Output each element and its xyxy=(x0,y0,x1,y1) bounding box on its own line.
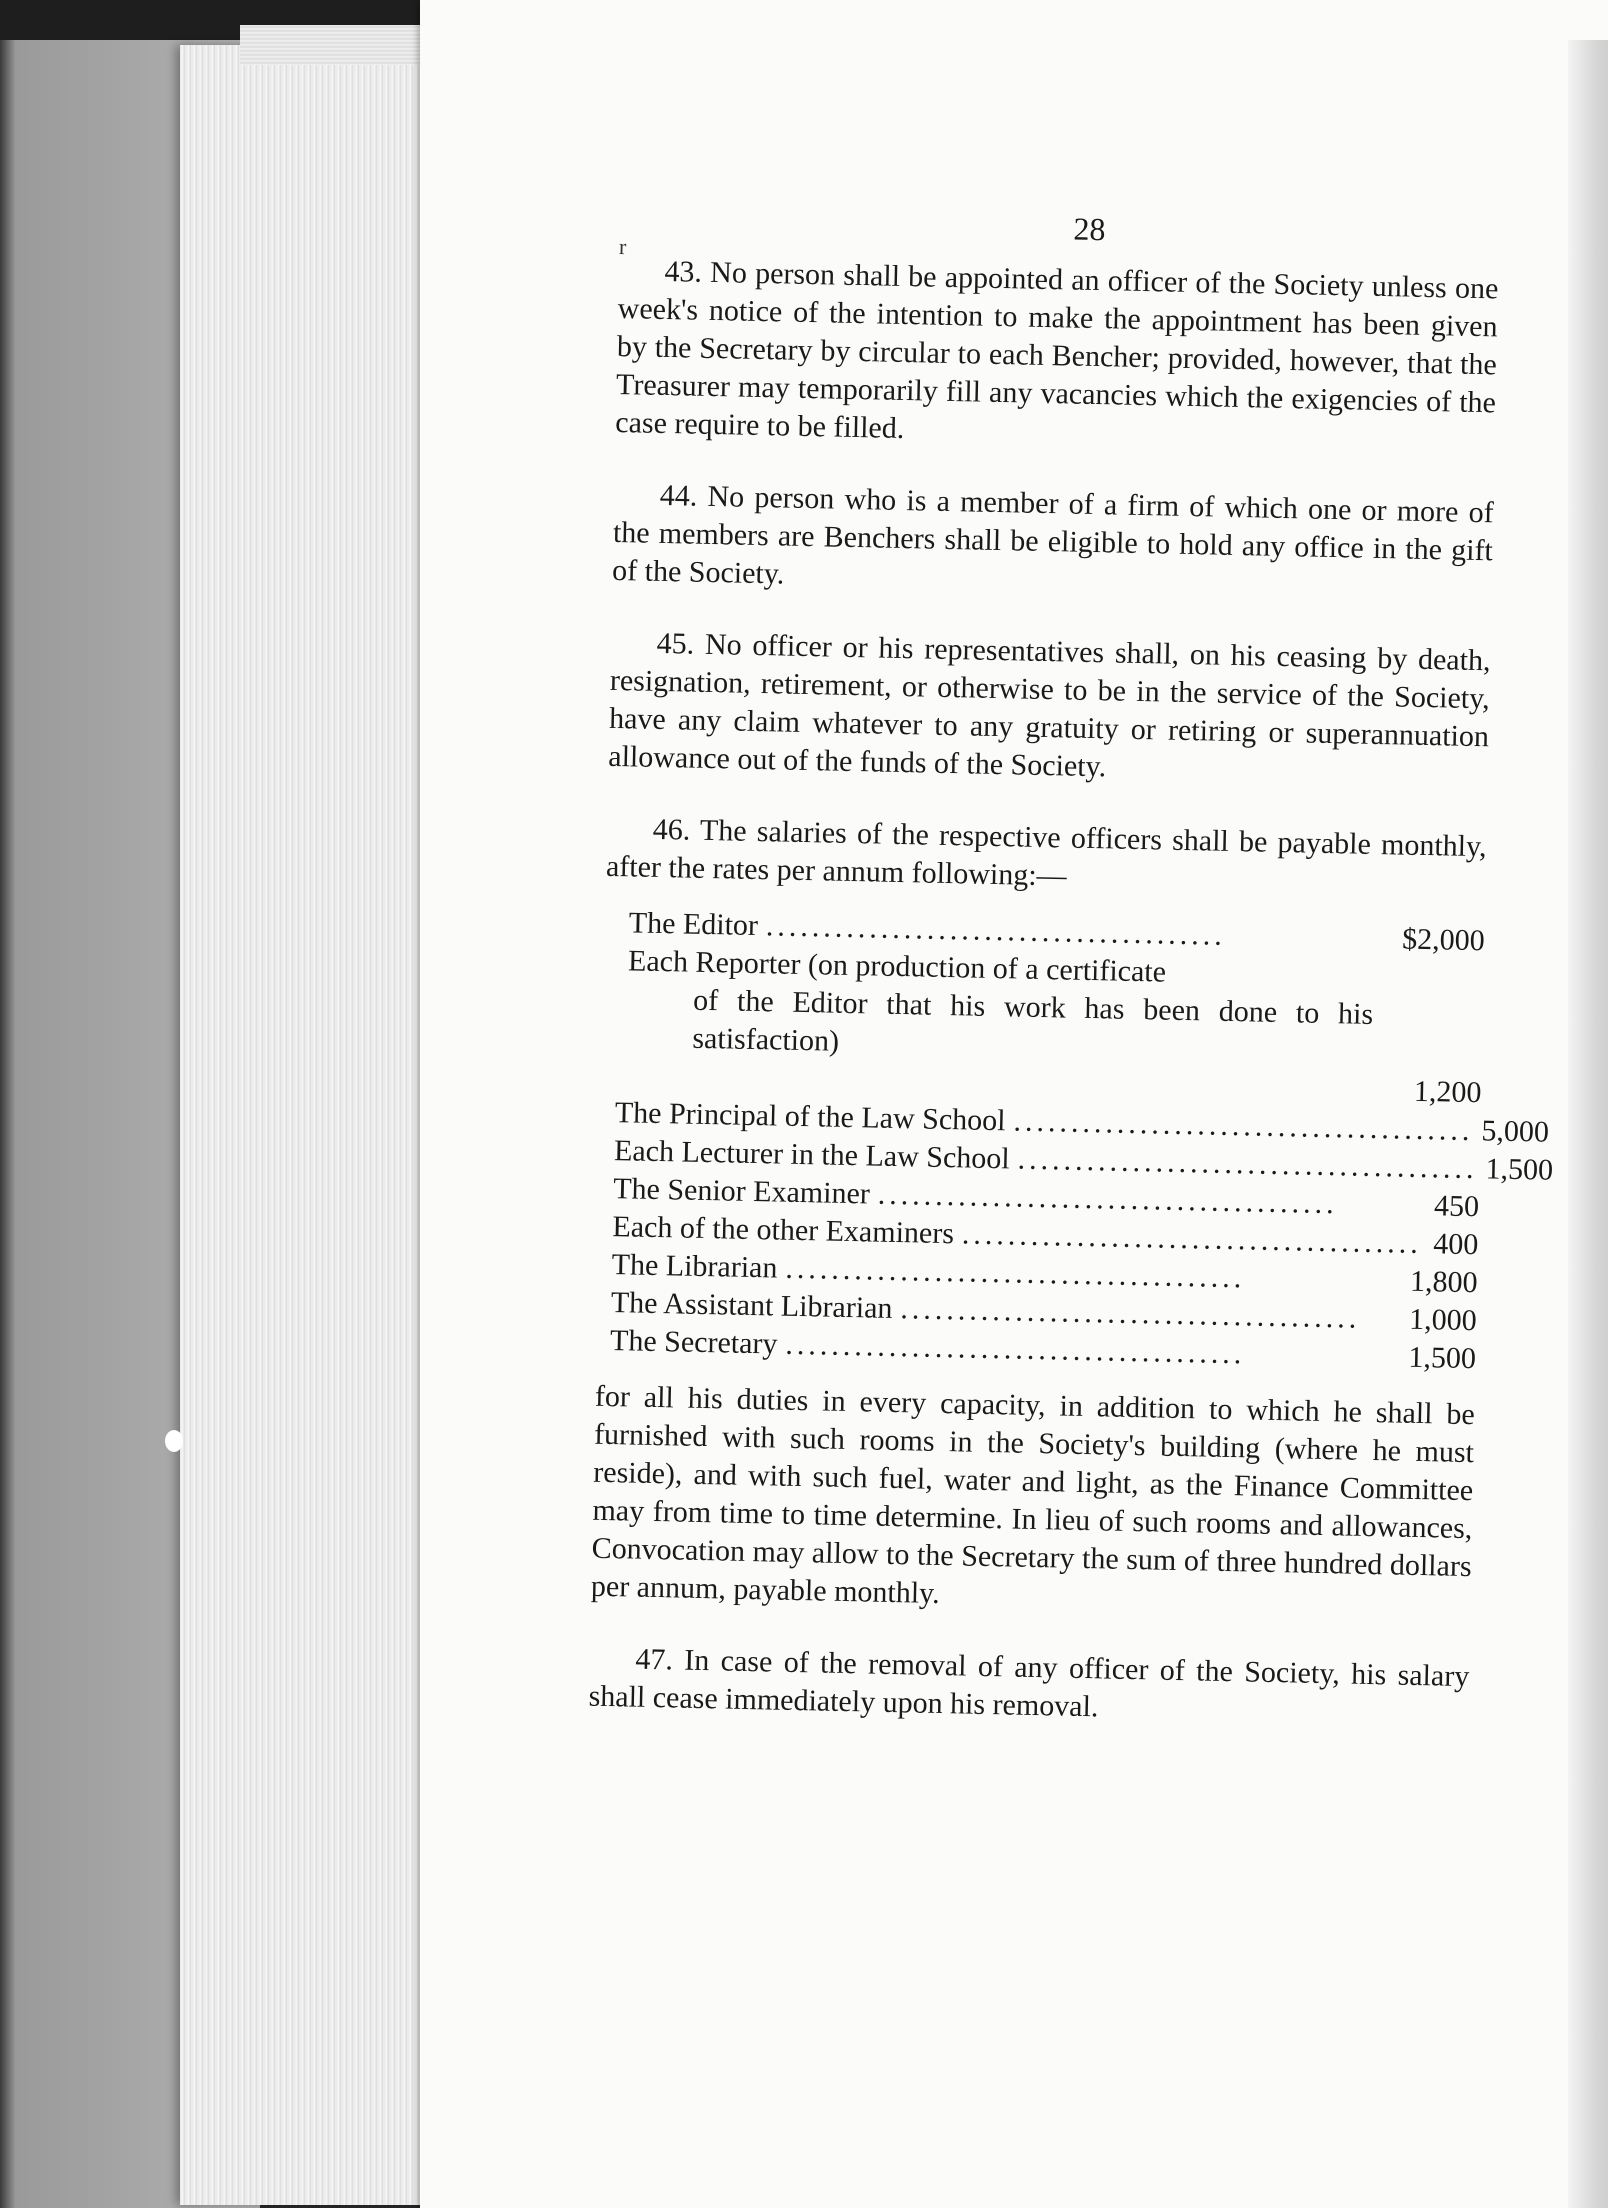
page-stack-edges xyxy=(180,45,440,2205)
salary-label: The Assistant Librarian xyxy=(610,1286,893,1325)
salary-label: The Librarian xyxy=(611,1248,778,1285)
salary-amount: 400 xyxy=(1432,1227,1479,1262)
section-43: 43. No person shall be appointed an officer of the Society unless one week's notice of the intention to make the appointment has been given by the Secretary by circular to each Bencher; provided, however, that the Treasurer may temporarily fill any vacancies which the exigencies of the case require to be filled. xyxy=(614,254,1499,446)
salary-label: Each of the other Examiners xyxy=(612,1210,955,1251)
salary-amount: 1,200 xyxy=(1413,1074,1482,1110)
leader-dots: ........................................ xyxy=(785,1327,1246,1371)
leader-dots: ........................................ xyxy=(900,1292,1361,1335)
leader-dots: ........................................ xyxy=(785,1251,1246,1295)
leader-dots: ........................................ xyxy=(1017,1142,1478,1186)
leader-dots: ........................................ xyxy=(961,1217,1423,1261)
page-stack-top xyxy=(240,25,430,65)
salary-note: of the Editor that his work has been done to his satisfaction) xyxy=(692,983,1374,1058)
salary-amount: 5,000 xyxy=(1481,1114,1550,1149)
section-46: 46. The salaries of the respective officers shall be payable monthly, after the rates per annum following:— xyxy=(605,812,1487,893)
scan-speck xyxy=(165,1430,183,1452)
salary-amount: 1,500 xyxy=(1408,1340,1477,1376)
section-44: 44. No person who is a member of a firm of which one or more of the members are Benchers shall be eligible to hold any office in the gift of the Society. xyxy=(611,478,1494,591)
leader-dots: ........................................ xyxy=(1013,1104,1474,1148)
salary-amount: 1,500 xyxy=(1485,1152,1554,1187)
section-45: 45. No officer or his representatives shall, on his ceasing by death, resignation, retirement, or otherwise to be in the service of the Society, have any claim whatever to any gratuity or retiring or superannuation allowance out of the funds of the Society. xyxy=(608,626,1491,784)
salary-label: The Editor xyxy=(628,906,759,943)
salary-amount: 450 xyxy=(1433,1189,1480,1224)
salary-label: The Secretary xyxy=(609,1324,778,1361)
salary-table xyxy=(596,904,1554,1378)
page-gutter-shadow xyxy=(1568,40,1608,2208)
page-text xyxy=(588,200,1554,1768)
salary-label: Each Lecturer in the Law School xyxy=(613,1134,1011,1176)
page-number: 28 xyxy=(1073,210,1106,248)
section-47: 47. In case of the removal of any officer of the Society, his salary shall cease immediately upon his removal. xyxy=(588,1642,1470,1724)
leader-dots: ........................................ xyxy=(765,909,1227,952)
corner-mark: r xyxy=(618,233,627,260)
salary-label: The Principal of the Law School xyxy=(614,1096,1006,1138)
salary-amount: 1,000 xyxy=(1408,1302,1478,1338)
salary-label: The Senior Examiner xyxy=(612,1172,871,1211)
salary-amount: 1,800 xyxy=(1409,1264,1478,1300)
salary-amount: $2,000 xyxy=(1401,922,1486,958)
section-46-continued: for all his duties in every capacity, in addition to which he shall be furnished with such rooms in the Society's building (where he must reside), and with such fuel, water and light, as the Finance Committee may from time to time determine. In lieu of such rooms and allowances, Convocation may allow to the Secretary the sum of three hundred dollars per annum, payable monthly. xyxy=(590,1379,1476,1610)
salary-label: Each Reporter (on production of a certificate xyxy=(627,944,1167,989)
leader-dots: ........................................ xyxy=(877,1177,1339,1221)
